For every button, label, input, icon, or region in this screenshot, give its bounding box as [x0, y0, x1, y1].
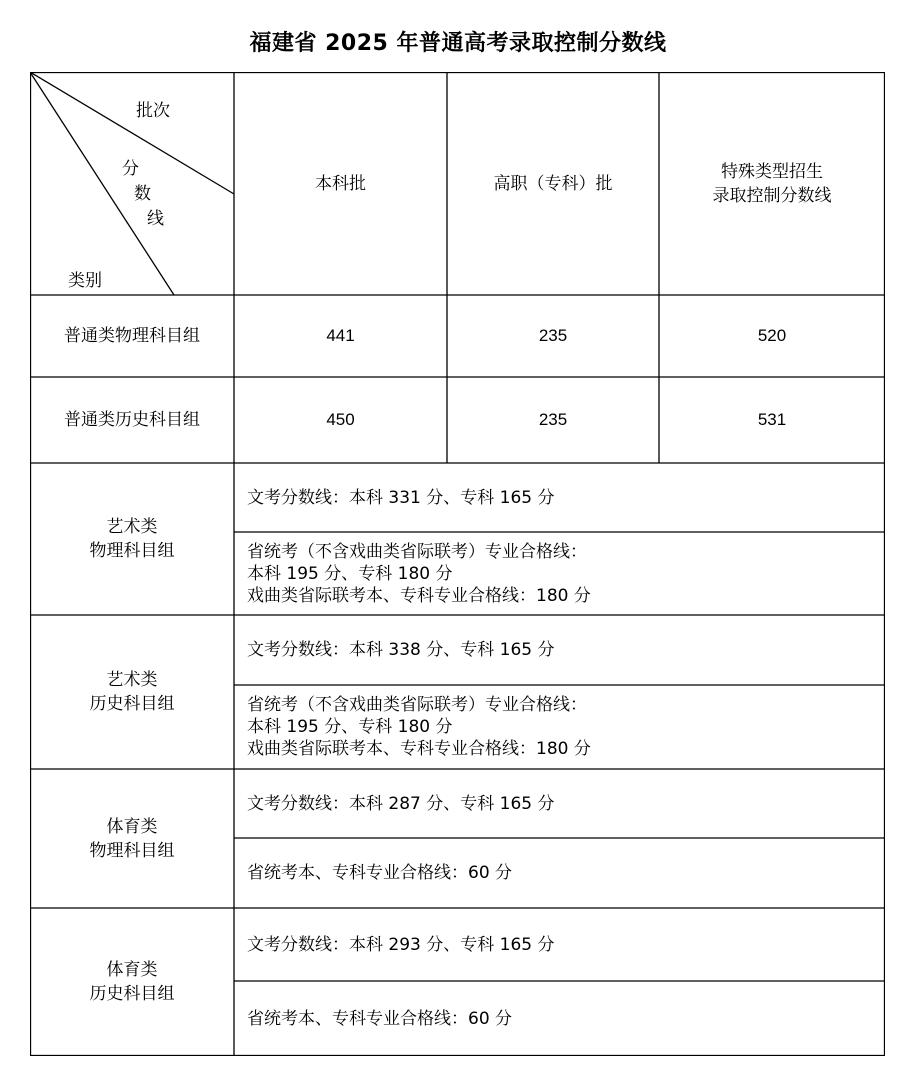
corner-score-label-2: 数 [134, 184, 151, 204]
prof-line: 省统考（不含戏曲类省际联考）专业合格线： [247, 541, 587, 562]
page-title: 福建省 2025 年普通高考录取控制分数线 [249, 31, 667, 56]
art-physics-prof-lines [234, 532, 885, 615]
group-label-line2: 物理科目组 [89, 840, 175, 861]
row-physics-gaozhi: 235 [538, 326, 568, 345]
score-table [30, 72, 885, 1056]
group-label-line1: 艺术类 [106, 670, 158, 690]
header-col-benke: 本科批 [315, 173, 366, 194]
group-label-sports-physics [30, 769, 234, 908]
prof-line: 戏曲类省际联考本、专科专业合格线：180 分 [247, 585, 591, 606]
group-label-line1: 体育类 [106, 960, 158, 980]
row-history-special: 531 [757, 410, 787, 429]
row-physics-benke: 441 [326, 326, 355, 345]
header-col-special [659, 72, 885, 295]
row-physics-special: 520 [757, 326, 787, 345]
art-history-prof-lines [234, 685, 885, 769]
corner-category-label: 类别 [68, 271, 102, 291]
row-label-physics: 普通类物理科目组 [64, 326, 200, 346]
prof-line: 本科 195 分、专科 180 分 [247, 563, 453, 584]
corner-score-label-1: 分 [122, 159, 139, 179]
corner-score-label-3: 线 [147, 209, 164, 229]
prof-line: 省统考（不含戏曲类省际联考）专业合格线： [247, 695, 587, 715]
prof-line: 本科 195 分、专科 180 分 [247, 717, 453, 737]
group-label-line2: 历史科目组 [89, 984, 175, 1004]
row-label-history: 普通类历史科目组 [64, 410, 200, 430]
group-label-art-history [30, 615, 234, 769]
group-label-line2: 物理科目组 [89, 541, 175, 561]
art-history-culture-line: 文考分数线：本科 338 分、专科 165 分 [247, 640, 555, 660]
sports-physics-culture-line: 文考分数线：本科 287 分、专科 165 分 [247, 793, 555, 814]
row-history-benke: 450 [326, 410, 355, 429]
group-label-sports-history [30, 908, 234, 1056]
header-col-special-line2: 录取控制分数线 [712, 185, 832, 206]
corner-batch-label: 批次 [136, 101, 170, 121]
sports-history-culture-line: 文考分数线：本科 293 分、专科 165 分 [247, 934, 555, 955]
row-history-gaozhi: 235 [538, 410, 568, 429]
header-col-special-line1: 特殊类型招生 [721, 161, 823, 182]
group-label-line1: 体育类 [106, 816, 158, 837]
group-label-art-physics [30, 463, 234, 615]
group-label-line2: 历史科目组 [89, 694, 175, 714]
sports-physics-prof-line: 省统考本、专科专业合格线：60 分 [247, 863, 513, 883]
header-col-gaozhi: 高职（专科）批 [493, 173, 613, 194]
art-physics-culture-line: 文考分数线：本科 331 分、专科 165 分 [247, 487, 555, 508]
sports-history-prof-line: 省统考本、专科专业合格线：60 分 [247, 1008, 513, 1029]
prof-line: 戏曲类省际联考本、专科专业合格线：180 分 [247, 739, 591, 759]
group-label-line1: 艺术类 [106, 517, 158, 537]
